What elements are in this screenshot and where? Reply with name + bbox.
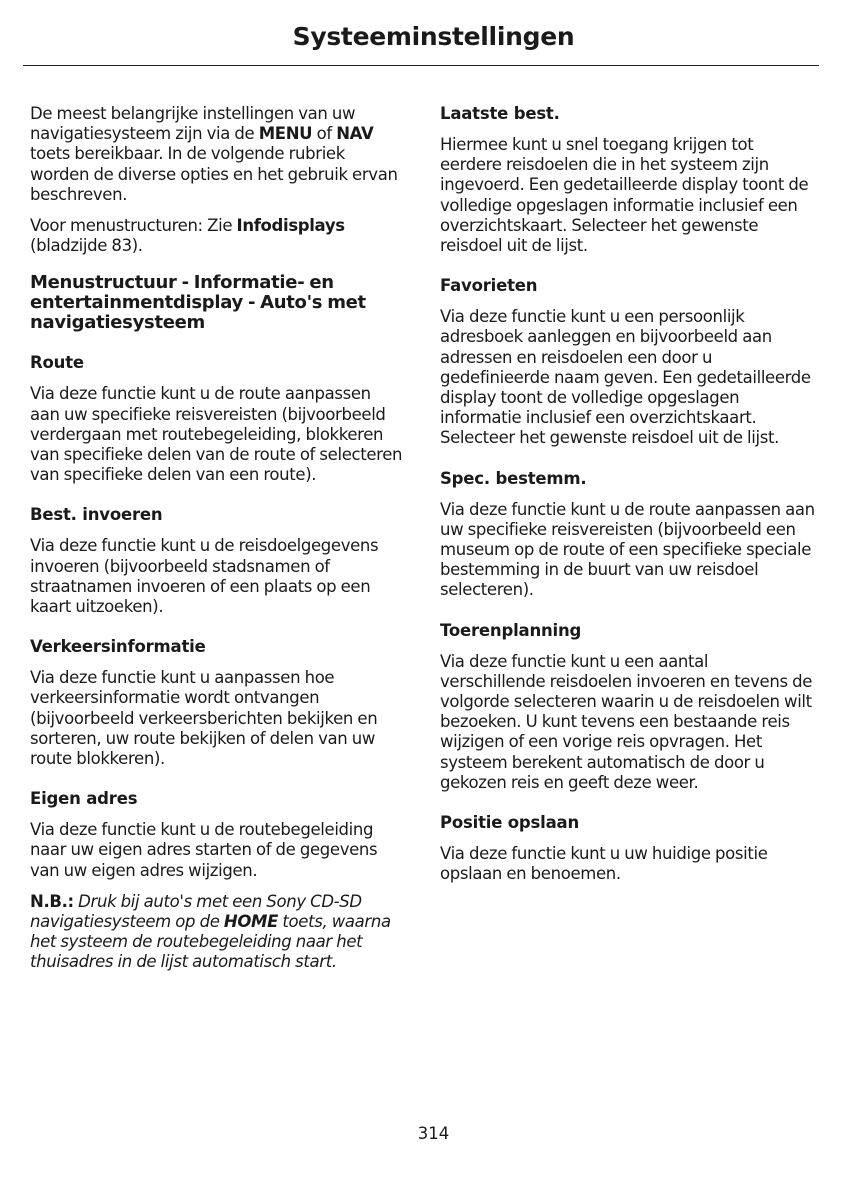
- section-text-route: Via deze functie kunt u de route aanpassen aan uw specifieke reisvereisten (bijvoorbeeld verdergaan met routebegeleiding, blokkeren van specifieke delen van de route of selecteren van specifieke delen van een route).: [30, 384, 403, 485]
- intro-text-2: toets bereikbaar. In de volgende rubriek worden de diverse opties en het gebruik ervan beschreven.: [30, 144, 398, 204]
- intro-text-1: De meest belangrijke instellingen van uw navigatiesysteem zijn via de: [30, 104, 356, 144]
- note-paragraph: [30, 892, 404, 973]
- section-text-positie-opslaan: Via deze functie kunt u uw huidige positie opslaan en benoemen.: [440, 844, 768, 884]
- section-text-laatste-best: Hiermee kunt u snel toegang krijgen tot eerdere reisdoelen die in het systeem zijn ingevoerd. Een gedetailleerde display toont de volledige opgeslagen informatie inclusief een overzichtskaart. Selecteer het gewenste reisdoel uit de lijst.: [440, 135, 809, 256]
- page-title: Systeeminstellingen: [292, 22, 575, 51]
- section-text-verkeersinformatie: Via deze functie kunt u aanpassen hoe verkeersinformatie wordt ontvangen (bijvoorbeeld verkeersberichten bekijken en sorteren, uw route bekijken of delen van uw route blokkeren).: [30, 668, 378, 769]
- section-text-favorieten: Via deze functie kunt u een persoonlijk adresboek aanleggen en bijvoorbeeld aan adressen en reisdoelen een door u gedefinieerde naam geven. Een gedetailleerde display toont de volledige opgeslagen informatie inclusief een overzichtskaart. Selecteer het gewenste reisdoel uit de lijst.: [440, 307, 811, 448]
- intro-paragraph: [30, 104, 404, 205]
- section-title-favorieten: Favorieten: [440, 276, 538, 296]
- page-number: 314: [417, 1124, 450, 1143]
- section-title-toerenplanning: Toerenplanning: [440, 620, 582, 640]
- header-divider: [23, 65, 819, 66]
- section-title-spec-bestemm: Spec. bestemm.: [440, 468, 587, 488]
- section-title-route: Route: [30, 353, 84, 373]
- section-title-verkeersinformatie: Verkeersinformatie: [30, 637, 206, 657]
- nav-key-label: NAV: [336, 124, 374, 144]
- section-text-eigen-adres: Via deze functie kunt u de routebegeleiding naar uw eigen adres starten of de gegevens van uw eigen adres wijzigen.: [30, 820, 378, 880]
- menu-key-label: MENU: [258, 124, 313, 144]
- note-label: N.B.:: [30, 891, 74, 911]
- section-text-toerenplanning: Via deze functie kunt u een aantal verschillende reisdoelen invoeren en tevens de volgorde selecteren waarin u de reisdoelen wilt bezoeken. U kunt tevens een bestaande reis wijzigen of een vorige reis opvragen. Het systeem berekent automatisch de door u gekozen reis en geeft deze weer.: [440, 651, 813, 792]
- home-key-label: HOME: [223, 912, 279, 932]
- right-column: [440, 104, 815, 895]
- section-title-eigen-adres: Eigen adres: [30, 789, 138, 809]
- section-text-spec-bestemm: Via deze functie kunt u de route aanpassen aan uw specifieke reisvereisten (bijvoorbeeld een museum op de route of een specifieke speciale bestemming in de buurt van uw reisdoel selecteren).: [440, 499, 815, 600]
- cross-reference-prefix: Voor menustructuren: Zie: [30, 216, 237, 236]
- cross-reference: [30, 216, 404, 256]
- section-text-best-invoeren: Via deze functie kunt u de reisdoelgegevens invoeren (bijvoorbeeld stadsnamen of straatnamen invoeren of een plaats op een kaart uitzoeken).: [30, 536, 379, 617]
- note-text-1: Druk bij auto's met een Sony CD-SD navigatiesysteem op de: [30, 891, 362, 932]
- left-column: [30, 104, 404, 984]
- main-section-heading: Menustructuur - Informatie- en entertainmentdisplay - Auto's met navigatiesysteem: [30, 272, 366, 334]
- cross-reference-page: (bladzijde 83).: [30, 236, 143, 256]
- intro-text-or: of: [312, 124, 337, 144]
- section-title-best-invoeren: Best. invoeren: [30, 505, 163, 525]
- note-text-2: toets, waarna het systeem de routebegeleiding naar het thuisadres in de lijst automatisch start.: [30, 912, 391, 972]
- infodisplays-reference: Infodisplays: [236, 216, 345, 236]
- section-title-positie-opslaan: Positie opslaan: [440, 813, 580, 833]
- section-title-laatste-best: Laatste best.: [440, 104, 560, 123]
